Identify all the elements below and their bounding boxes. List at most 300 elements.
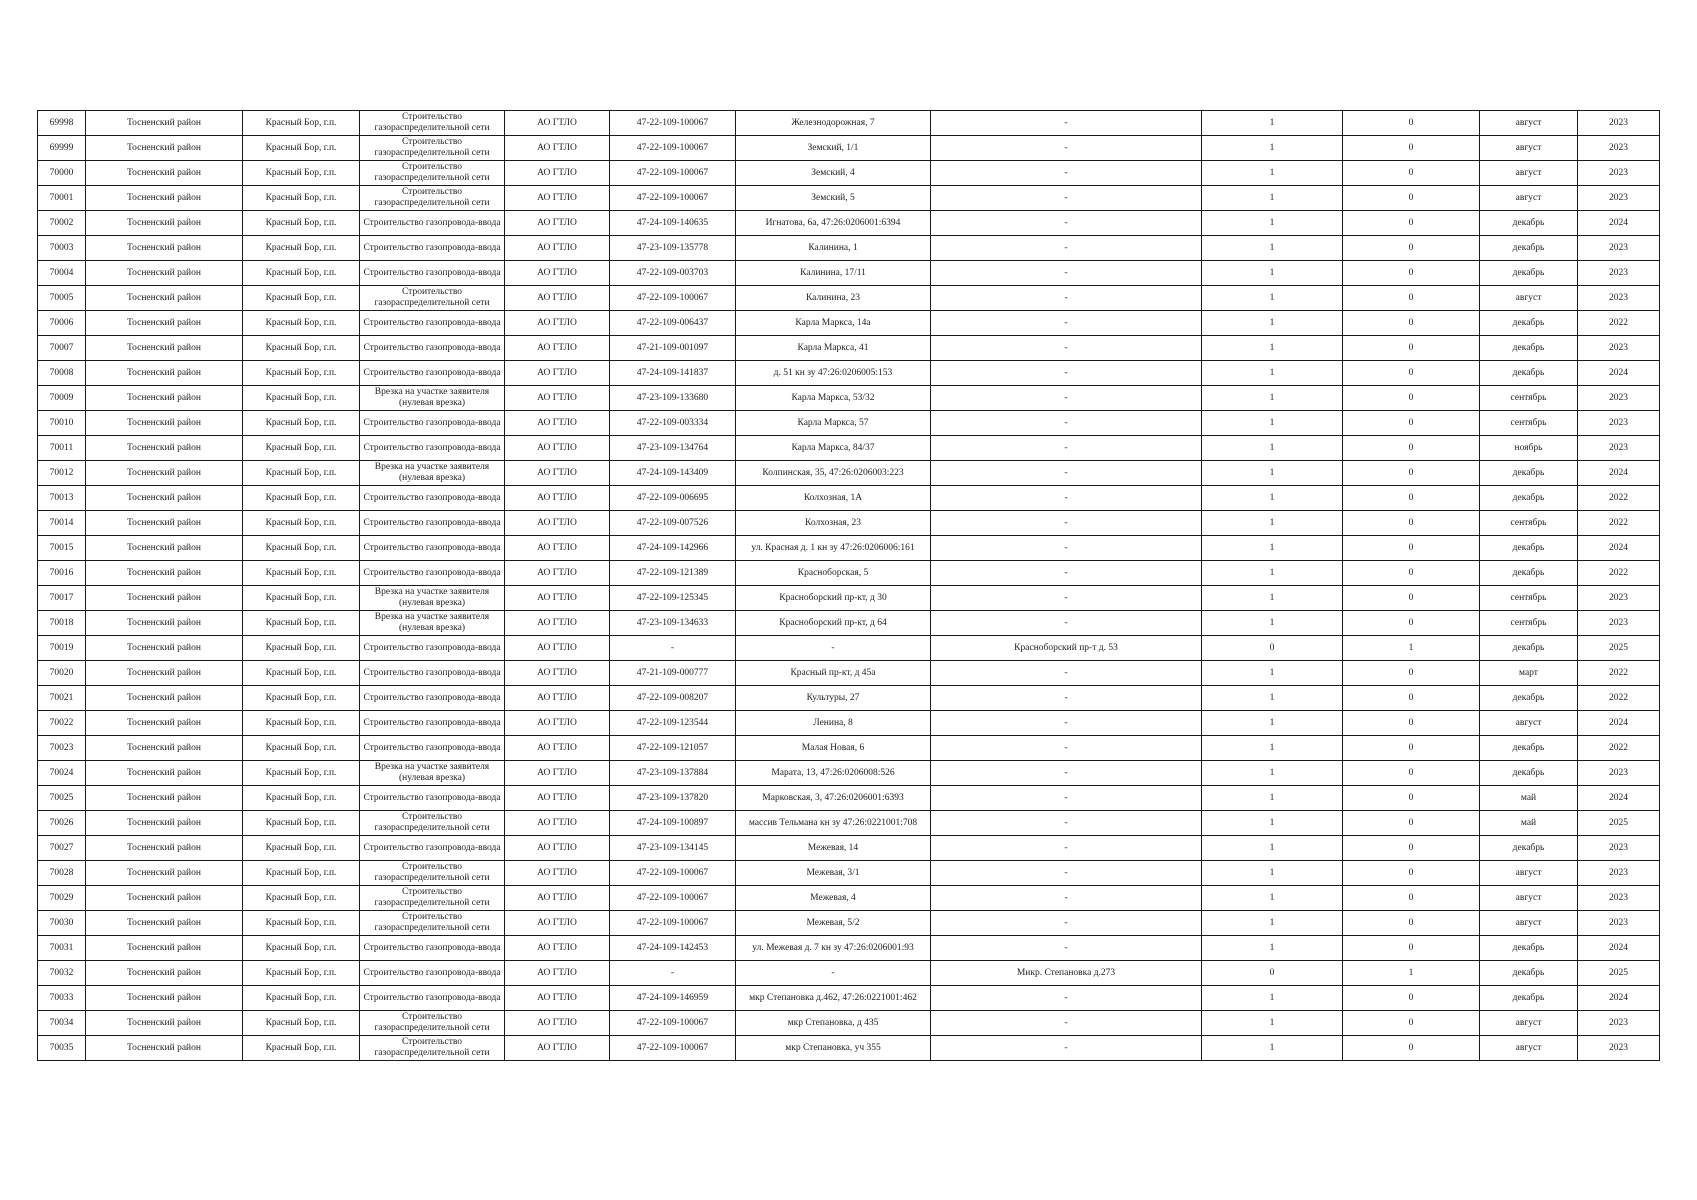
organization-cell: АО ГТЛО [505,711,610,736]
additional-address-cell: - [931,836,1202,861]
additional-address-cell: - [931,761,1202,786]
contract-number-cell: 47-23-109-137884 [610,761,736,786]
month-cell: декабрь [1480,361,1578,386]
count-a-cell: 1 [1202,161,1343,186]
address-cell: мкр Степановка, д 435 [736,1011,931,1036]
count-a-cell: 1 [1202,561,1343,586]
work-type-cell: Строительство газопровода-ввода [360,786,505,811]
month-cell: декабрь [1480,961,1578,986]
count-b-cell: 0 [1343,261,1480,286]
address-cell: Марковская, 3, 47:26:0206001:6393 [736,786,931,811]
table-row [38,711,1660,736]
additional-address-cell: - [931,386,1202,411]
district-cell: Тосненский район [86,461,243,486]
additional-address-cell: - [931,311,1202,336]
settlement-cell: Красный Бор, г.п. [243,911,360,936]
year-cell: 2023 [1578,336,1660,361]
count-a-cell: 1 [1202,936,1343,961]
count-b-cell: 1 [1343,636,1480,661]
year-cell: 2024 [1578,461,1660,486]
year-cell: 2023 [1578,136,1660,161]
count-a-cell: 1 [1202,911,1343,936]
row-number-cell: 70009 [38,386,86,411]
count-a-cell: 1 [1202,236,1343,261]
organization-cell: АО ГТЛО [505,211,610,236]
contract-number-cell: 47-24-109-100897 [610,811,736,836]
table-row [38,236,1660,261]
table-row [38,286,1660,311]
organization-cell: АО ГТЛО [505,911,610,936]
year-cell: 2023 [1578,411,1660,436]
work-type-cell: Строительство газопровода-ввода [360,686,505,711]
organization-cell: АО ГТЛО [505,736,610,761]
row-number-cell: 70035 [38,1036,86,1061]
count-b-cell: 0 [1343,536,1480,561]
additional-address-cell: - [931,411,1202,436]
month-cell: август [1480,186,1578,211]
work-type-cell: Строительство газопровода-ввода [360,936,505,961]
district-cell: Тосненский район [86,486,243,511]
district-cell: Тосненский район [86,361,243,386]
row-number-cell: 70032 [38,961,86,986]
organization-cell: АО ГТЛО [505,861,610,886]
row-number-cell: 70018 [38,611,86,636]
address-cell: Красноборский пр-кт, д 30 [736,586,931,611]
additional-address-cell: - [931,486,1202,511]
work-type-cell: Врезка на участке заявителя (нулевая врезка) [360,611,505,636]
settlement-cell: Красный Бор, г.п. [243,461,360,486]
address-cell: Карла Маркса, 84/37 [736,436,931,461]
organization-cell: АО ГТЛО [505,436,610,461]
contract-number-cell: 47-24-109-142453 [610,936,736,961]
settlement-cell: Красный Бор, г.п. [243,411,360,436]
table-row [38,486,1660,511]
count-b-cell: 0 [1343,911,1480,936]
work-type-cell: Строительство газопровода-ввода [360,511,505,536]
year-cell: 2023 [1578,261,1660,286]
organization-cell: АО ГТЛО [505,811,610,836]
count-b-cell: 0 [1343,661,1480,686]
year-cell: 2024 [1578,361,1660,386]
address-cell: Красный пр-кт, д 45а [736,661,931,686]
table-row [38,836,1660,861]
row-number-cell: 70023 [38,736,86,761]
count-a-cell: 1 [1202,186,1343,211]
work-type-cell: Строительство газораспределительной сети [360,111,505,136]
address-cell: мкр Степановка, уч 355 [736,1036,931,1061]
month-cell: сентябрь [1480,511,1578,536]
organization-cell: АО ГТЛО [505,286,610,311]
table-row [38,961,1660,986]
month-cell: май [1480,786,1578,811]
contract-number-cell: 47-22-109-121389 [610,561,736,586]
table-row [38,861,1660,886]
month-cell: декабрь [1480,486,1578,511]
district-cell: Тосненский район [86,586,243,611]
additional-address-cell: - [931,236,1202,261]
additional-address-cell: - [931,686,1202,711]
table-row [38,561,1660,586]
settlement-cell: Красный Бор, г.п. [243,386,360,411]
address-cell: Культуры, 27 [736,686,931,711]
additional-address-cell: - [931,536,1202,561]
district-cell: Тосненский район [86,911,243,936]
settlement-cell: Красный Бор, г.п. [243,186,360,211]
year-cell: 2023 [1578,911,1660,936]
district-cell: Тосненский район [86,686,243,711]
count-a-cell: 1 [1202,436,1343,461]
contract-number-cell: 47-22-109-100067 [610,1011,736,1036]
settlement-cell: Красный Бор, г.п. [243,311,360,336]
count-a-cell: 1 [1202,311,1343,336]
row-number-cell: 70003 [38,236,86,261]
work-type-cell: Строительство газопровода-ввода [360,961,505,986]
address-cell: Карла Маркса, 53/32 [736,386,931,411]
count-b-cell: 0 [1343,861,1480,886]
year-cell: 2023 [1578,861,1660,886]
row-number-cell: 70008 [38,361,86,386]
additional-address-cell: - [931,886,1202,911]
count-b-cell: 0 [1343,761,1480,786]
count-a-cell: 1 [1202,111,1343,136]
month-cell: август [1480,1011,1578,1036]
month-cell: август [1480,286,1578,311]
district-cell: Тосненский район [86,386,243,411]
contract-number-cell: 47-23-109-134764 [610,436,736,461]
year-cell: 2024 [1578,211,1660,236]
settlement-cell: Красный Бор, г.п. [243,986,360,1011]
address-cell: ул. Межевая д. 7 кн зу 47:26:0206001:93 [736,936,931,961]
month-cell: сентябрь [1480,611,1578,636]
count-b-cell: 0 [1343,736,1480,761]
count-a-cell: 1 [1202,486,1343,511]
count-a-cell: 1 [1202,761,1343,786]
year-cell: 2022 [1578,311,1660,336]
table-row [38,411,1660,436]
contract-number-cell: 47-22-109-100067 [610,186,736,211]
month-cell: декабрь [1480,536,1578,561]
contract-number-cell: 47-23-109-133680 [610,386,736,411]
contract-number-cell: 47-22-109-100067 [610,111,736,136]
month-cell: декабрь [1480,936,1578,961]
settlement-cell: Красный Бор, г.п. [243,736,360,761]
organization-cell: АО ГТЛО [505,486,610,511]
organization-cell: АО ГТЛО [505,661,610,686]
month-cell: декабрь [1480,461,1578,486]
additional-address-cell: - [931,586,1202,611]
count-b-cell: 0 [1343,611,1480,636]
row-number-cell: 70005 [38,286,86,311]
settlement-cell: Красный Бор, г.п. [243,961,360,986]
work-type-cell: Строительство газопровода-ввода [360,236,505,261]
organization-cell: АО ГТЛО [505,461,610,486]
count-a-cell: 1 [1202,811,1343,836]
month-cell: декабрь [1480,211,1578,236]
table-row [38,136,1660,161]
count-a-cell: 1 [1202,411,1343,436]
table-row [38,811,1660,836]
additional-address-cell: - [931,786,1202,811]
count-a-cell: 1 [1202,786,1343,811]
row-number-cell: 70020 [38,661,86,686]
work-type-cell: Строительство газопровода-ввода [360,486,505,511]
count-a-cell: 1 [1202,836,1343,861]
organization-cell: АО ГТЛО [505,1036,610,1061]
address-cell: Межевая, 14 [736,836,931,861]
work-type-cell: Строительство газопровода-ввода [360,311,505,336]
additional-address-cell: - [931,1036,1202,1061]
month-cell: август [1480,111,1578,136]
count-b-cell: 0 [1343,211,1480,236]
district-cell: Тосненский район [86,986,243,1011]
address-cell: Земский, 1/1 [736,136,931,161]
district-cell: Тосненский район [86,561,243,586]
row-number-cell: 70016 [38,561,86,586]
row-number-cell: 70029 [38,886,86,911]
table-row [38,111,1660,136]
row-number-cell: 70012 [38,461,86,486]
additional-address-cell: - [931,861,1202,886]
month-cell: декабрь [1480,836,1578,861]
district-cell: Тосненский район [86,111,243,136]
count-a-cell: 1 [1202,661,1343,686]
work-type-cell: Строительство газораспределительной сети [360,136,505,161]
organization-cell: АО ГТЛО [505,836,610,861]
contract-number-cell: 47-22-109-100067 [610,136,736,161]
organization-cell: АО ГТЛО [505,311,610,336]
work-type-cell: Строительство газопровода-ввода [360,636,505,661]
contract-number-cell: 47-22-109-003703 [610,261,736,286]
count-b-cell: 0 [1343,461,1480,486]
address-cell: Колхозная, 1А [736,486,931,511]
year-cell: 2024 [1578,986,1660,1011]
address-cell: Земский, 4 [736,161,931,186]
work-type-cell: Строительство газораспределительной сети [360,911,505,936]
work-type-cell: Строительство газопровода-ввода [360,711,505,736]
table-row [38,911,1660,936]
contract-number-cell: 47-22-109-123544 [610,711,736,736]
row-number-cell: 70033 [38,986,86,1011]
count-b-cell: 0 [1343,811,1480,836]
count-a-cell: 0 [1202,961,1343,986]
additional-address-cell: - [931,461,1202,486]
additional-address-cell: - [931,286,1202,311]
address-cell: - [736,961,931,986]
row-number-cell: 70010 [38,411,86,436]
address-cell: Марата, 13, 47:26:0206008:526 [736,761,931,786]
month-cell: декабрь [1480,561,1578,586]
year-cell: 2023 [1578,586,1660,611]
month-cell: ноябрь [1480,436,1578,461]
district-cell: Тосненский район [86,711,243,736]
work-type-cell: Строительство газораспределительной сети [360,811,505,836]
settlement-cell: Красный Бор, г.п. [243,211,360,236]
table-row [38,736,1660,761]
settlement-cell: Красный Бор, г.п. [243,161,360,186]
work-type-cell: Строительство газопровода-ввода [360,261,505,286]
work-type-cell: Строительство газораспределительной сети [360,161,505,186]
count-b-cell: 0 [1343,836,1480,861]
year-cell: 2023 [1578,1011,1660,1036]
district-cell: Тосненский район [86,261,243,286]
count-a-cell: 1 [1202,361,1343,386]
work-type-cell: Строительство газопровода-ввода [360,536,505,561]
organization-cell: АО ГТЛО [505,586,610,611]
count-b-cell: 0 [1343,711,1480,736]
count-a-cell: 1 [1202,861,1343,886]
organization-cell: АО ГТЛО [505,936,610,961]
organization-cell: АО ГТЛО [505,761,610,786]
district-cell: Тосненский район [86,136,243,161]
settlement-cell: Красный Бор, г.п. [243,136,360,161]
month-cell: декабрь [1480,336,1578,361]
table-row [38,686,1660,711]
count-a-cell: 1 [1202,286,1343,311]
work-type-cell: Строительство газораспределительной сети [360,886,505,911]
additional-address-cell: - [931,136,1202,161]
month-cell: август [1480,886,1578,911]
organization-cell: АО ГТЛО [505,386,610,411]
contract-number-cell: 47-22-109-100067 [610,886,736,911]
contract-number-cell: 47-22-109-100067 [610,286,736,311]
row-number-cell: 70030 [38,911,86,936]
additional-address-cell: - [931,936,1202,961]
organization-cell: АО ГТЛО [505,886,610,911]
count-a-cell: 1 [1202,736,1343,761]
contract-number-cell: - [610,961,736,986]
organization-cell: АО ГТЛО [505,236,610,261]
additional-address-cell: - [931,436,1202,461]
address-cell: мкр Степановка д.462, 47:26:0221001:462 [736,986,931,1011]
month-cell: сентябрь [1480,386,1578,411]
work-type-cell: Строительство газопровода-ввода [360,436,505,461]
additional-address-cell: Микр. Степановка д.273 [931,961,1202,986]
count-b-cell: 0 [1343,111,1480,136]
address-cell: Карла Маркса, 14а [736,311,931,336]
district-cell: Тосненский район [86,211,243,236]
month-cell: сентябрь [1480,411,1578,436]
year-cell: 2023 [1578,761,1660,786]
month-cell: декабрь [1480,736,1578,761]
row-number-cell: 70011 [38,436,86,461]
year-cell: 2023 [1578,286,1660,311]
district-cell: Тосненский район [86,286,243,311]
table-row [38,761,1660,786]
year-cell: 2023 [1578,886,1660,911]
organization-cell: АО ГТЛО [505,186,610,211]
district-cell: Тосненский район [86,761,243,786]
district-cell: Тосненский район [86,786,243,811]
row-number-cell: 70021 [38,686,86,711]
settlement-cell: Красный Бор, г.п. [243,936,360,961]
address-cell: Красноборская, 5 [736,561,931,586]
work-type-cell: Строительство газопровода-ввода [360,836,505,861]
table-row [38,661,1660,686]
work-type-cell: Строительство газораспределительной сети [360,286,505,311]
settlement-cell: Красный Бор, г.п. [243,586,360,611]
address-cell: Межевая, 5/2 [736,911,931,936]
address-cell: Красноборский пр-кт, д 64 [736,611,931,636]
count-b-cell: 0 [1343,586,1480,611]
contract-number-cell: 47-21-109-000777 [610,661,736,686]
additional-address-cell: - [931,361,1202,386]
district-cell: Тосненский район [86,811,243,836]
work-type-cell: Строительство газораспределительной сети [360,861,505,886]
table-row [38,586,1660,611]
work-type-cell: Строительство газопровода-ввода [360,561,505,586]
table-row [38,611,1660,636]
work-type-cell: Врезка на участке заявителя (нулевая врезка) [360,461,505,486]
settlement-cell: Красный Бор, г.п. [243,261,360,286]
address-cell: - [736,636,931,661]
month-cell: август [1480,911,1578,936]
table-row [38,461,1660,486]
work-type-cell: Строительство газораспределительной сети [360,186,505,211]
settlement-cell: Красный Бор, г.п. [243,486,360,511]
organization-cell: АО ГТЛО [505,136,610,161]
district-cell: Тосненский район [86,411,243,436]
year-cell: 2022 [1578,736,1660,761]
settlement-cell: Красный Бор, г.п. [243,661,360,686]
year-cell: 2023 [1578,436,1660,461]
table-row [38,511,1660,536]
year-cell: 2022 [1578,661,1660,686]
count-a-cell: 1 [1202,536,1343,561]
count-b-cell: 0 [1343,336,1480,361]
work-type-cell: Строительство газораспределительной сети [360,1036,505,1061]
additional-address-cell: - [931,811,1202,836]
organization-cell: АО ГТЛО [505,786,610,811]
additional-address-cell: - [931,211,1202,236]
district-cell: Тосненский район [86,861,243,886]
settlement-cell: Красный Бор, г.п. [243,811,360,836]
row-number-cell: 70024 [38,761,86,786]
row-number-cell: 70000 [38,161,86,186]
row-number-cell: 70019 [38,636,86,661]
count-a-cell: 1 [1202,986,1343,1011]
count-b-cell: 0 [1343,886,1480,911]
contract-number-cell: 47-22-109-121057 [610,736,736,761]
count-b-cell: 0 [1343,936,1480,961]
district-cell: Тосненский район [86,961,243,986]
month-cell: сентябрь [1480,586,1578,611]
month-cell: август [1480,861,1578,886]
count-a-cell: 1 [1202,711,1343,736]
table-row [38,336,1660,361]
settlement-cell: Красный Бор, г.п. [243,711,360,736]
district-cell: Тосненский район [86,536,243,561]
month-cell: август [1480,161,1578,186]
count-b-cell: 0 [1343,411,1480,436]
work-type-cell: Строительство газопровода-ввода [360,336,505,361]
settlement-cell: Красный Бор, г.п. [243,1011,360,1036]
organization-cell: АО ГТЛО [505,161,610,186]
count-a-cell: 1 [1202,511,1343,536]
count-b-cell: 1 [1343,961,1480,986]
count-b-cell: 0 [1343,786,1480,811]
year-cell: 2024 [1578,711,1660,736]
count-b-cell: 0 [1343,161,1480,186]
month-cell: декабрь [1480,686,1578,711]
settlement-cell: Красный Бор, г.п. [243,236,360,261]
contract-number-cell: 47-24-109-142966 [610,536,736,561]
row-number-cell: 70031 [38,936,86,961]
additional-address-cell: - [931,561,1202,586]
table-row [38,386,1660,411]
contract-number-cell: 47-23-109-135778 [610,236,736,261]
row-number-cell: 69998 [38,111,86,136]
organization-cell: АО ГТЛО [505,336,610,361]
